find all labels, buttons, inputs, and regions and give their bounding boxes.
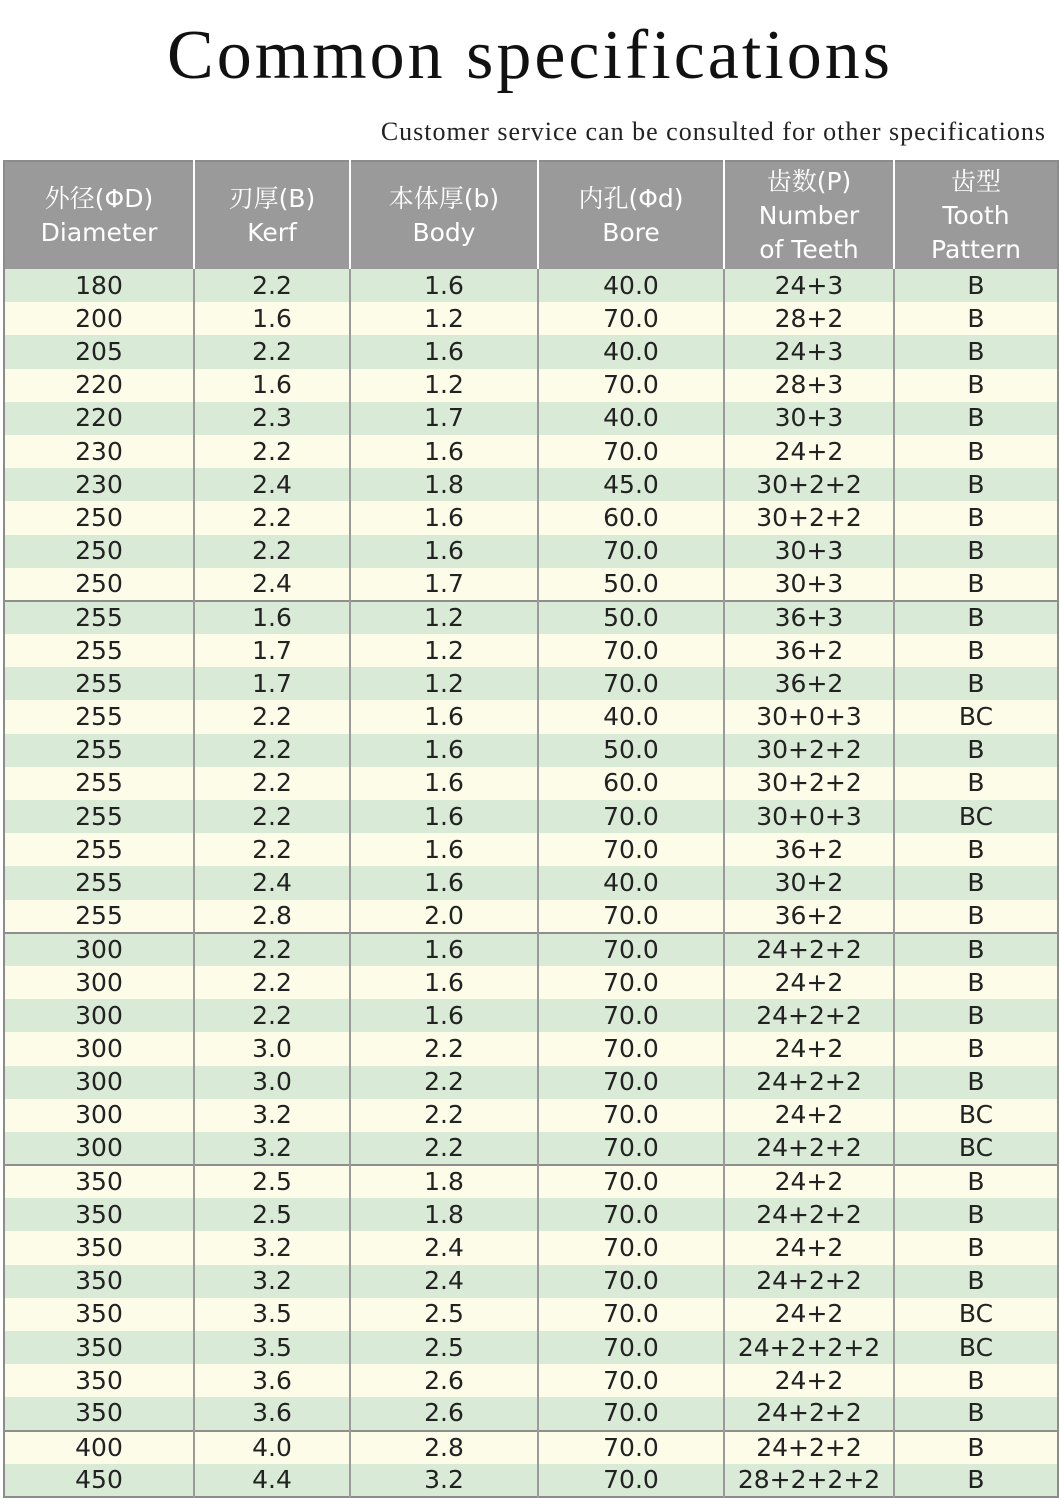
cell-tooth-pattern: B <box>894 1431 1058 1464</box>
table-row <box>4 302 1058 335</box>
cell-body: 1.7 <box>350 568 538 601</box>
cell-kerf: 2.2 <box>194 833 350 866</box>
cell-diameter: 450 <box>4 1464 194 1497</box>
cell-bore: 70.0 <box>538 1331 724 1364</box>
table-row <box>4 1099 1058 1132</box>
cell-diameter: 255 <box>4 866 194 899</box>
table-row <box>4 402 1058 435</box>
spec-table <box>3 160 1059 1498</box>
cell-body: 1.2 <box>350 302 538 335</box>
cell-bore: 70.0 <box>538 833 724 866</box>
cell-bore: 70.0 <box>538 1165 724 1198</box>
cell-diameter: 255 <box>4 601 194 634</box>
cell-tooth-pattern: B <box>894 501 1058 534</box>
table-row <box>4 1231 1058 1264</box>
cell-tooth-pattern: B <box>894 966 1058 999</box>
cell-body: 1.6 <box>350 833 538 866</box>
cell-bore: 70.0 <box>538 667 724 700</box>
cell-kerf: 2.5 <box>194 1165 350 1198</box>
cell-kerf: 2.4 <box>194 468 350 501</box>
cell-bore: 40.0 <box>538 335 724 368</box>
cell-body: 1.8 <box>350 468 538 501</box>
cell-tooth-pattern: B <box>894 634 1058 667</box>
cell-bore: 70.0 <box>538 369 724 402</box>
cell-diameter: 200 <box>4 302 194 335</box>
cell-diameter: 300 <box>4 1032 194 1065</box>
cell-body: 1.6 <box>350 933 538 966</box>
table-row <box>4 800 1058 833</box>
cell-tooth-pattern: B <box>894 269 1058 302</box>
cell-kerf: 3.6 <box>194 1364 350 1397</box>
cell-teeth: 24+2 <box>724 1165 894 1198</box>
cell-tooth-pattern: B <box>894 601 1058 634</box>
cell-bore: 70.0 <box>538 1231 724 1264</box>
cell-kerf: 3.2 <box>194 1231 350 1264</box>
table-row <box>4 1032 1058 1065</box>
cell-bore: 70.0 <box>538 1364 724 1397</box>
cell-bore: 40.0 <box>538 700 724 733</box>
cell-tooth-pattern: B <box>894 1464 1058 1497</box>
cell-bore: 40.0 <box>538 402 724 435</box>
cell-kerf: 2.2 <box>194 700 350 733</box>
cell-tooth-pattern: B <box>894 435 1058 468</box>
cell-body: 2.0 <box>350 900 538 933</box>
cell-tooth-pattern: BC <box>894 1099 1058 1132</box>
table-row <box>4 634 1058 667</box>
cell-kerf: 3.0 <box>194 1032 350 1065</box>
cell-diameter: 250 <box>4 568 194 601</box>
cell-teeth: 30+3 <box>724 535 894 568</box>
cell-tooth-pattern: B <box>894 302 1058 335</box>
header-label-en: Number <box>758 200 860 230</box>
cell-teeth: 24+2+2+2 <box>724 1331 894 1364</box>
cell-bore: 40.0 <box>538 269 724 302</box>
cell-kerf: 4.0 <box>194 1431 350 1464</box>
header-label-zh: 内孔(Φd) <box>578 183 684 213</box>
cell-tooth-pattern: B <box>894 568 1058 601</box>
cell-body: 1.6 <box>350 999 538 1032</box>
cell-kerf: 1.7 <box>194 667 350 700</box>
cell-body: 1.6 <box>350 700 538 733</box>
cell-teeth: 28+2 <box>724 302 894 335</box>
cell-diameter: 350 <box>4 1265 194 1298</box>
table-row <box>4 1364 1058 1397</box>
cell-kerf: 3.2 <box>194 1099 350 1132</box>
header-body <box>350 161 538 269</box>
cell-tooth-pattern: BC <box>894 700 1058 733</box>
table-row <box>4 999 1058 1032</box>
header-label-en-2: of Teeth <box>759 234 859 264</box>
cell-teeth: 24+3 <box>724 269 894 302</box>
cell-kerf: 2.4 <box>194 568 350 601</box>
cell-tooth-pattern: B <box>894 1231 1058 1264</box>
cell-tooth-pattern: B <box>894 1032 1058 1065</box>
cell-tooth-pattern: B <box>894 734 1058 767</box>
cell-tooth-pattern: BC <box>894 1331 1058 1364</box>
cell-teeth: 30+3 <box>724 402 894 435</box>
table-row <box>4 1464 1058 1497</box>
cell-teeth: 24+2+2 <box>724 999 894 1032</box>
cell-kerf: 1.6 <box>194 302 350 335</box>
header-label-en-2: Pattern <box>931 234 1021 264</box>
cell-kerf: 2.2 <box>194 767 350 800</box>
cell-diameter: 400 <box>4 1431 194 1464</box>
cell-tooth-pattern: B <box>894 535 1058 568</box>
cell-bore: 60.0 <box>538 501 724 534</box>
header-label-en: Bore <box>602 217 660 247</box>
cell-kerf: 2.5 <box>194 1198 350 1231</box>
cell-teeth: 24+2+2 <box>724 1198 894 1231</box>
header-diameter <box>4 161 194 269</box>
cell-body: 2.5 <box>350 1298 538 1331</box>
cell-bore: 70.0 <box>538 1431 724 1464</box>
cell-bore: 40.0 <box>538 866 724 899</box>
cell-diameter: 300 <box>4 999 194 1032</box>
cell-bore: 70.0 <box>538 1265 724 1298</box>
cell-teeth: 36+2 <box>724 634 894 667</box>
cell-teeth: 30+0+3 <box>724 700 894 733</box>
cell-diameter: 350 <box>4 1298 194 1331</box>
table-row <box>4 1165 1058 1198</box>
cell-body: 2.2 <box>350 1066 538 1099</box>
cell-teeth: 30+2+2 <box>724 468 894 501</box>
cell-diameter: 300 <box>4 1066 194 1099</box>
cell-teeth: 24+2 <box>724 1032 894 1065</box>
spec-table-container <box>3 160 1057 1498</box>
cell-body: 1.6 <box>350 966 538 999</box>
cell-body: 1.8 <box>350 1198 538 1231</box>
cell-tooth-pattern: B <box>894 667 1058 700</box>
cell-body: 1.8 <box>350 1165 538 1198</box>
cell-tooth-pattern: B <box>894 866 1058 899</box>
header-kerf <box>194 161 350 269</box>
cell-tooth-pattern: BC <box>894 1298 1058 1331</box>
cell-body: 2.6 <box>350 1364 538 1397</box>
cell-tooth-pattern: B <box>894 1265 1058 1298</box>
cell-body: 1.6 <box>350 767 538 800</box>
cell-kerf: 2.2 <box>194 435 350 468</box>
cell-teeth: 24+2 <box>724 1298 894 1331</box>
cell-body: 2.4 <box>350 1265 538 1298</box>
cell-teeth: 24+2 <box>724 1099 894 1132</box>
cell-kerf: 2.2 <box>194 501 350 534</box>
cell-body: 2.6 <box>350 1397 538 1430</box>
table-row <box>4 1265 1058 1298</box>
cell-diameter: 230 <box>4 468 194 501</box>
cell-diameter: 350 <box>4 1231 194 1264</box>
cell-teeth: 24+2+2 <box>724 1431 894 1464</box>
cell-tooth-pattern: B <box>894 1165 1058 1198</box>
cell-body: 1.6 <box>350 800 538 833</box>
cell-bore: 70.0 <box>538 634 724 667</box>
header-label-en: Kerf <box>247 217 297 247</box>
table-row <box>4 833 1058 866</box>
cell-kerf: 2.8 <box>194 900 350 933</box>
cell-body: 1.6 <box>350 335 538 368</box>
cell-kerf: 2.2 <box>194 335 350 368</box>
cell-kerf: 3.2 <box>194 1265 350 1298</box>
cell-kerf: 2.2 <box>194 535 350 568</box>
cell-tooth-pattern: B <box>894 402 1058 435</box>
header-label-zh: 刃厚(B) <box>228 183 316 213</box>
cell-bore: 60.0 <box>538 767 724 800</box>
cell-teeth: 36+2 <box>724 900 894 933</box>
table-row <box>4 1132 1058 1165</box>
cell-bore: 50.0 <box>538 734 724 767</box>
cell-kerf: 2.4 <box>194 866 350 899</box>
cell-body: 2.2 <box>350 1032 538 1065</box>
cell-diameter: 350 <box>4 1397 194 1430</box>
cell-bore: 70.0 <box>538 1464 724 1497</box>
cell-teeth: 36+3 <box>724 601 894 634</box>
page-title: Common specifications <box>167 17 893 94</box>
cell-teeth: 28+2+2+2 <box>724 1464 894 1497</box>
table-row <box>4 734 1058 767</box>
cell-bore: 70.0 <box>538 1198 724 1231</box>
table-row <box>4 435 1058 468</box>
cell-body: 1.2 <box>350 634 538 667</box>
cell-bore: 70.0 <box>538 900 724 933</box>
table-row <box>4 767 1058 800</box>
cell-teeth: 24+3 <box>724 335 894 368</box>
header-teeth <box>724 161 894 269</box>
cell-diameter: 250 <box>4 501 194 534</box>
cell-bore: 70.0 <box>538 966 724 999</box>
table-row <box>4 900 1058 933</box>
cell-body: 1.6 <box>350 734 538 767</box>
cell-body: 1.6 <box>350 435 538 468</box>
cell-tooth-pattern: B <box>894 369 1058 402</box>
table-row <box>4 1431 1058 1464</box>
cell-teeth: 30+3 <box>724 568 894 601</box>
table-row <box>4 468 1058 501</box>
cell-bore: 70.0 <box>538 535 724 568</box>
cell-teeth: 24+2+2 <box>724 1265 894 1298</box>
cell-teeth: 24+2+2 <box>724 1066 894 1099</box>
header-label-zh: 本体厚(b) <box>388 183 500 213</box>
cell-bore: 70.0 <box>538 302 724 335</box>
header-label-en: Tooth <box>942 200 1010 230</box>
cell-kerf: 2.3 <box>194 402 350 435</box>
cell-bore: 70.0 <box>538 1066 724 1099</box>
cell-tooth-pattern: BC <box>894 800 1058 833</box>
cell-bore: 70.0 <box>538 435 724 468</box>
cell-body: 1.7 <box>350 402 538 435</box>
cell-kerf: 2.2 <box>194 999 350 1032</box>
cell-tooth-pattern: B <box>894 1397 1058 1430</box>
cell-kerf: 4.4 <box>194 1464 350 1497</box>
page-subtitle: Customer service can be consulted for other specifications <box>380 117 1046 146</box>
cell-teeth: 24+2+2 <box>724 1397 894 1430</box>
cell-kerf: 3.2 <box>194 1132 350 1165</box>
cell-tooth-pattern: B <box>894 933 1058 966</box>
cell-diameter: 205 <box>4 335 194 368</box>
cell-tooth-pattern: B <box>894 999 1058 1032</box>
cell-body: 1.6 <box>350 269 538 302</box>
cell-teeth: 30+2 <box>724 866 894 899</box>
cell-teeth: 24+2 <box>724 1231 894 1264</box>
cell-teeth: 30+2+2 <box>724 501 894 534</box>
cell-bore: 45.0 <box>538 468 724 501</box>
cell-tooth-pattern: B <box>894 900 1058 933</box>
table-row <box>4 966 1058 999</box>
cell-diameter: 255 <box>4 900 194 933</box>
table-row <box>4 1066 1058 1099</box>
cell-kerf: 1.6 <box>194 601 350 634</box>
table-row <box>4 568 1058 601</box>
table-row <box>4 1298 1058 1331</box>
cell-teeth: 24+2+2 <box>724 1132 894 1165</box>
cell-kerf: 3.5 <box>194 1331 350 1364</box>
table-row <box>4 601 1058 634</box>
cell-bore: 70.0 <box>538 1298 724 1331</box>
cell-bore: 70.0 <box>538 1099 724 1132</box>
cell-tooth-pattern: B <box>894 1364 1058 1397</box>
cell-bore: 50.0 <box>538 568 724 601</box>
cell-diameter: 350 <box>4 1165 194 1198</box>
table-row <box>4 1397 1058 1430</box>
cell-kerf: 3.6 <box>194 1397 350 1430</box>
cell-teeth: 36+2 <box>724 667 894 700</box>
cell-bore: 70.0 <box>538 1132 724 1165</box>
cell-diameter: 350 <box>4 1364 194 1397</box>
table-row <box>4 501 1058 534</box>
header-label-zh: 齿型 <box>950 166 1001 196</box>
header-bore <box>538 161 724 269</box>
cell-tooth-pattern: BC <box>894 1132 1058 1165</box>
cell-bore: 50.0 <box>538 601 724 634</box>
cell-tooth-pattern: B <box>894 767 1058 800</box>
table-row <box>4 700 1058 733</box>
cell-teeth: 30+0+3 <box>724 800 894 833</box>
table-row <box>4 866 1058 899</box>
cell-teeth: 24+2+2 <box>724 933 894 966</box>
cell-diameter: 255 <box>4 767 194 800</box>
cell-body: 2.4 <box>350 1231 538 1264</box>
cell-teeth: 24+2 <box>724 435 894 468</box>
cell-kerf: 2.2 <box>194 966 350 999</box>
cell-teeth: 28+3 <box>724 369 894 402</box>
cell-diameter: 180 <box>4 269 194 302</box>
header-label-zh: 齿数(P) <box>766 166 852 196</box>
table-row <box>4 667 1058 700</box>
cell-bore: 70.0 <box>538 999 724 1032</box>
cell-body: 2.2 <box>350 1099 538 1132</box>
table-row <box>4 269 1058 302</box>
cell-kerf: 2.2 <box>194 933 350 966</box>
cell-diameter: 350 <box>4 1198 194 1231</box>
cell-kerf: 2.2 <box>194 734 350 767</box>
table-row <box>4 1331 1058 1364</box>
cell-body: 1.2 <box>350 369 538 402</box>
cell-body: 1.6 <box>350 866 538 899</box>
table-row <box>4 369 1058 402</box>
cell-tooth-pattern: B <box>894 335 1058 368</box>
cell-kerf: 3.0 <box>194 1066 350 1099</box>
header-row <box>4 161 1058 269</box>
cell-teeth: 30+2+2 <box>724 767 894 800</box>
cell-diameter: 230 <box>4 435 194 468</box>
cell-bore: 70.0 <box>538 933 724 966</box>
cell-diameter: 255 <box>4 667 194 700</box>
cell-teeth: 24+2 <box>724 1364 894 1397</box>
cell-teeth: 30+2+2 <box>724 734 894 767</box>
cell-tooth-pattern: B <box>894 1066 1058 1099</box>
cell-bore: 70.0 <box>538 800 724 833</box>
cell-bore: 70.0 <box>538 1032 724 1065</box>
cell-diameter: 220 <box>4 369 194 402</box>
header-label-zh: 外径(ΦD) <box>44 183 154 213</box>
header-label-en: Diameter <box>40 217 158 247</box>
cell-diameter: 255 <box>4 800 194 833</box>
table-row <box>4 1198 1058 1231</box>
cell-kerf: 2.2 <box>194 269 350 302</box>
cell-diameter: 220 <box>4 402 194 435</box>
cell-diameter: 255 <box>4 700 194 733</box>
table-row <box>4 535 1058 568</box>
header-label-en: Body <box>412 217 476 247</box>
cell-diameter: 255 <box>4 634 194 667</box>
cell-diameter: 350 <box>4 1331 194 1364</box>
cell-body: 2.5 <box>350 1331 538 1364</box>
cell-kerf: 3.5 <box>194 1298 350 1331</box>
cell-body: 1.2 <box>350 667 538 700</box>
cell-body: 1.6 <box>350 501 538 534</box>
cell-tooth-pattern: B <box>894 468 1058 501</box>
cell-diameter: 255 <box>4 833 194 866</box>
table-row <box>4 335 1058 368</box>
cell-body: 1.2 <box>350 601 538 634</box>
cell-body: 2.8 <box>350 1431 538 1464</box>
cell-diameter: 300 <box>4 966 194 999</box>
cell-tooth-pattern: B <box>894 833 1058 866</box>
cell-diameter: 300 <box>4 1132 194 1165</box>
cell-body: 3.2 <box>350 1464 538 1497</box>
cell-kerf: 1.6 <box>194 369 350 402</box>
cell-diameter: 300 <box>4 933 194 966</box>
cell-kerf: 2.2 <box>194 800 350 833</box>
cell-body: 2.2 <box>350 1132 538 1165</box>
cell-bore: 70.0 <box>538 1397 724 1430</box>
spec-table-body <box>4 269 1058 1497</box>
cell-kerf: 1.7 <box>194 634 350 667</box>
cell-tooth-pattern: B <box>894 1198 1058 1231</box>
table-row <box>4 933 1058 966</box>
cell-diameter: 255 <box>4 734 194 767</box>
header-tooth-pattern <box>894 161 1058 269</box>
cell-teeth: 24+2 <box>724 966 894 999</box>
cell-diameter: 250 <box>4 535 194 568</box>
cell-body: 1.6 <box>350 535 538 568</box>
cell-teeth: 36+2 <box>724 833 894 866</box>
cell-diameter: 300 <box>4 1099 194 1132</box>
